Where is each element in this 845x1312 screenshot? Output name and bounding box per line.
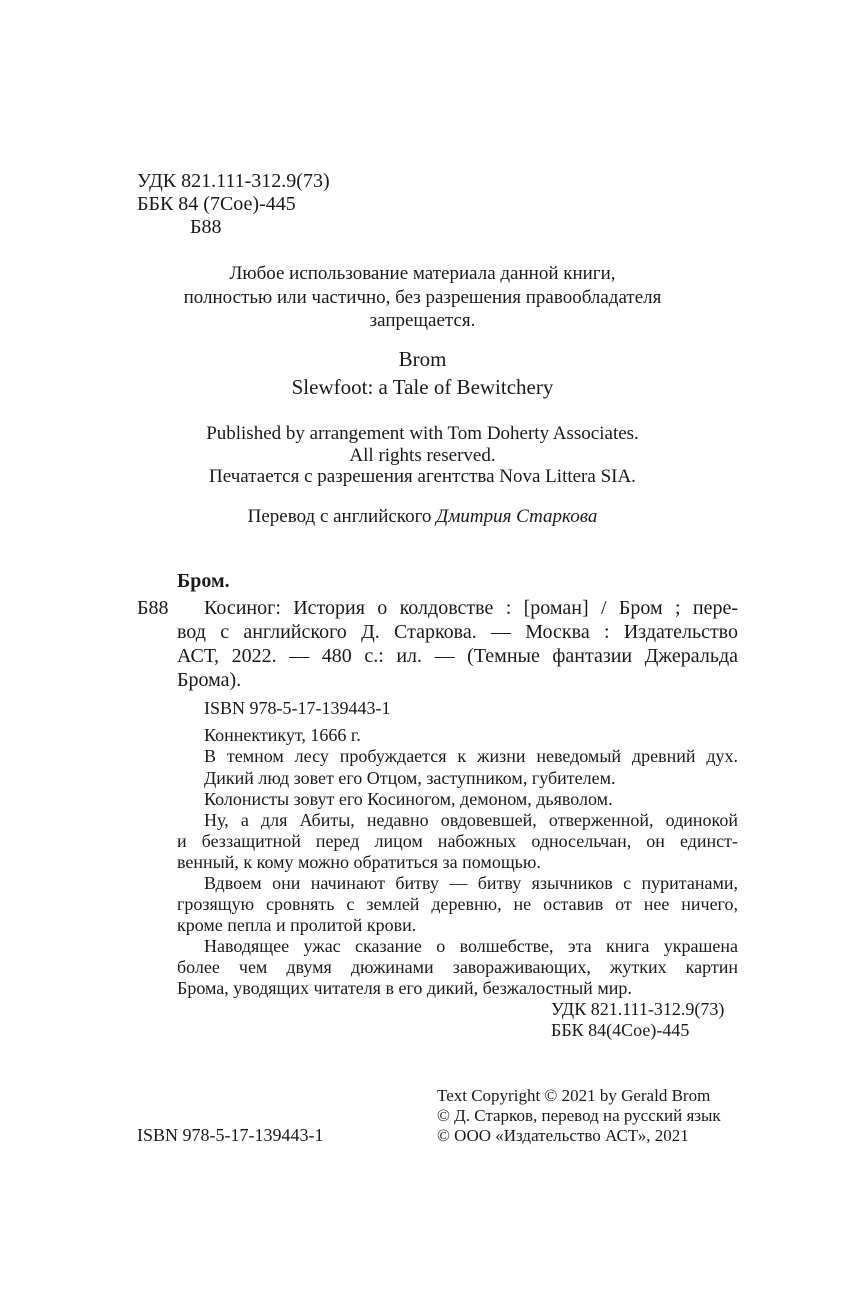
annotation-line-3: Дикий люд зовет его Отцом, заступником, губителем. [204, 768, 616, 788]
original-title: Slewfoot: a Tale of Bewitchery [291, 375, 554, 399]
udk-code: УДК 821.111-312.9(73) [137, 170, 330, 192]
catalog-entry-line-3: АСТ, 2022. — 480 с.: ил. — (Темные фантазии Джеральда [177, 645, 738, 667]
annotation-line-11: Наводящее ужас сказание о волшебстве, эта книга украшена [204, 936, 738, 956]
catalog-isbn: ISBN 978-5-17-139443-1 [204, 698, 391, 718]
catalog-author-heading: Бром. [177, 570, 230, 592]
catalog-entry-line-4: Брома). [177, 669, 242, 691]
notice-line-1: Любое использование материала данной книги, [229, 263, 616, 284]
annotation-line-9: грозящую сровнять с землей деревню, не оставив от нее ничего, [177, 894, 738, 914]
footer-copyright-3: © ООО «Издательство АСТ», 2021 [437, 1126, 689, 1145]
annotation-line-2: В темном лесу пробуждается к жизни неведомый древний дух. [204, 746, 738, 766]
publishing-line-2: All rights reserved. [349, 445, 496, 466]
annotation-line-7: венный, к кому можно обратиться за помощью. [177, 852, 541, 872]
bbk-code: ББК 84 (7Сое)-445 [137, 193, 296, 215]
annotation-line-1: Коннектикут, 1666 г. [204, 725, 361, 745]
footer-copyright-2: © Д. Старков, перевод на русский язык [437, 1106, 721, 1125]
annotation-line-4: Колонисты зовут его Косиногом, демоном, дьяволом. [204, 789, 613, 809]
notice-line-3: запрещается. [369, 310, 476, 331]
catalog-udk: УДК 821.111-312.9(73) [551, 999, 725, 1019]
translator-name: Дмитрия Старкова [436, 506, 598, 527]
publishing-line-1: Published by arrangement with Tom Doherty Associates. [206, 423, 639, 444]
catalog-bbk: ББК 84(4Сое)-445 [551, 1020, 690, 1040]
author-mark: Б88 [190, 216, 222, 238]
annotation-line-10: кроме пепла и пролитой крови. [177, 915, 417, 935]
footer-copyright-1: Text Copyright © 2021 by Gerald Brom [437, 1086, 711, 1105]
translation-prefix: Перевод с английского [247, 506, 437, 527]
original-author: Brom [398, 347, 447, 371]
annotation-line-5: Ну, а для Абиты, недавно овдовевшей, отверженной, одинокой [204, 810, 738, 830]
catalog-entry-line-1: Косиног: История о колдовстве : [роман] / Бром ; пере- [204, 597, 738, 619]
annotation-line-6: и беззащитной перед лицом набожных односельчан, он единст- [177, 831, 738, 851]
catalog-code: Б88 [137, 597, 169, 619]
annotation-line-12: более чем двумя дюжинами завораживающих, жутких картин [177, 957, 738, 977]
annotation-line-8: Вдвоем они начинают битву — битву язычников с пуританами, [204, 873, 738, 893]
publishing-line-3: Печатается с разрешения агентства Nova Littera SIA. [209, 466, 636, 487]
footer-isbn: ISBN 978-5-17-139443-1 [137, 1125, 324, 1145]
annotation-line-13: Брома, уводящих читателя в его дикий, безжалостный мир. [177, 978, 632, 998]
catalog-entry-line-2: вод с английского Д. Старкова. — Москва : Издательство [177, 621, 738, 643]
notice-line-2: полностью или частично, без разрешения правообладателя [183, 287, 662, 308]
translation-credit [0, 506, 845, 528]
